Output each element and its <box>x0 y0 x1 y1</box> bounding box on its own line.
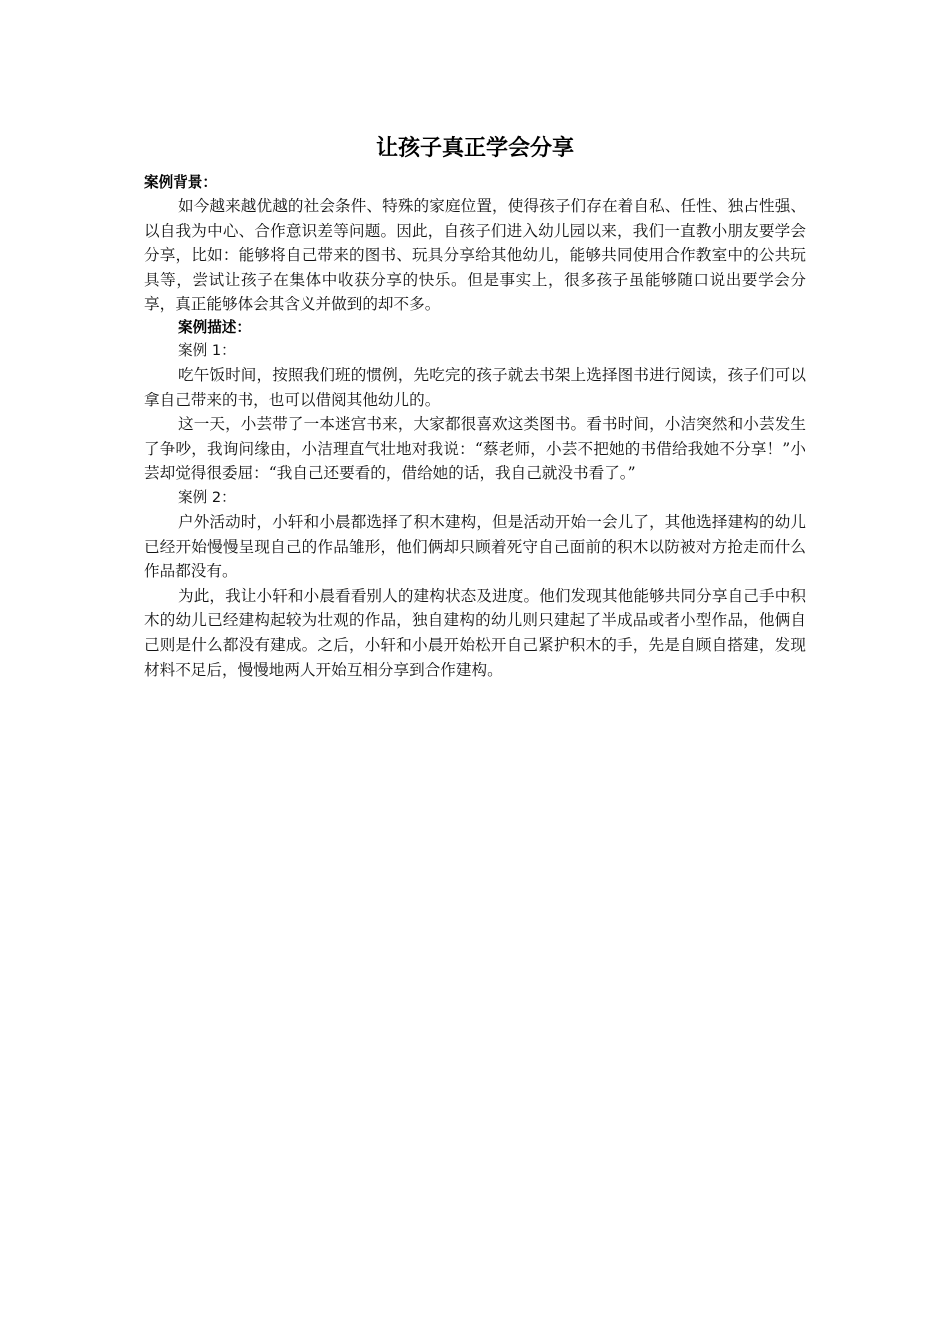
case2-label: 案例 2： <box>178 488 236 506</box>
background-paragraph: 如今越来越优越的社会条件、特殊的家庭位置，使得孩子们存在着自私、任性、独占性强、以自我为中心、合作意识差等问题。因此，自孩子们进入幼儿园以来，我们一直教小朋友要学会分享，比如：能够将自己带来的图书、玩具分享给其他幼儿，能够共同使用合作教室中的公共玩具等，尝试让孩子在集体中收获分享的快乐。但是事实上，很多孩子虽能够随口说出要学会分享，真正能够体会其含义并做到的却不多。 <box>144 197 806 314</box>
case1-paragraph-2: 这一天，小芸带了一本迷宫书来，大家都很喜欢这类图书。看书时间，小洁突然和小芸发生了争吵，我询问缘由，小洁理直气壮地对我说：“蔡老师，小芸不把她的书借给我她不分享！”小芸却觉得很委屈：“我自己还要看的，借给她的话，我自己就没书看了。” <box>144 415 806 483</box>
case1-paragraph-1: 吃午饭时间，按照我们班的惯例，先吃完的孩子就去书架上选择图书进行阅读，孩子们可以拿自己带来的书，也可以借阅其他幼儿的。 <box>144 365 806 409</box>
document-body <box>144 132 806 682</box>
case2-paragraph-1: 户外活动时，小轩和小晨都选择了积木建构，但是活动开始一会儿了，其他选择建构的幼儿已经开始慢慢呈现自己的作品雏形，他们俩却只顾着死守自己面前的积木以防被对方抢走而什么作品都没有。 <box>144 512 806 581</box>
description-heading: 案例描述： <box>178 318 251 336</box>
case2-paragraph-2: 为此，我让小轩和小晨看看别人的建构状态及进度。他们发现其他能够共同分享自己手中积木的幼儿已经建构起较为壮观的作品，独自建构的幼儿则只建起了半成品或者小型作品，他俩自己则是什么都没有建成。之后，小轩和小晨开始松开自己紧护积木的手，先是自顾自搭建，发现材料不足后，慢慢地两人开始互相分享到合作建构。 <box>144 586 806 679</box>
background-heading: 案例背景： <box>144 174 217 191</box>
document-title: 让孩子真正学会分享 <box>375 136 574 161</box>
case1-label: 案例 1： <box>178 341 236 359</box>
